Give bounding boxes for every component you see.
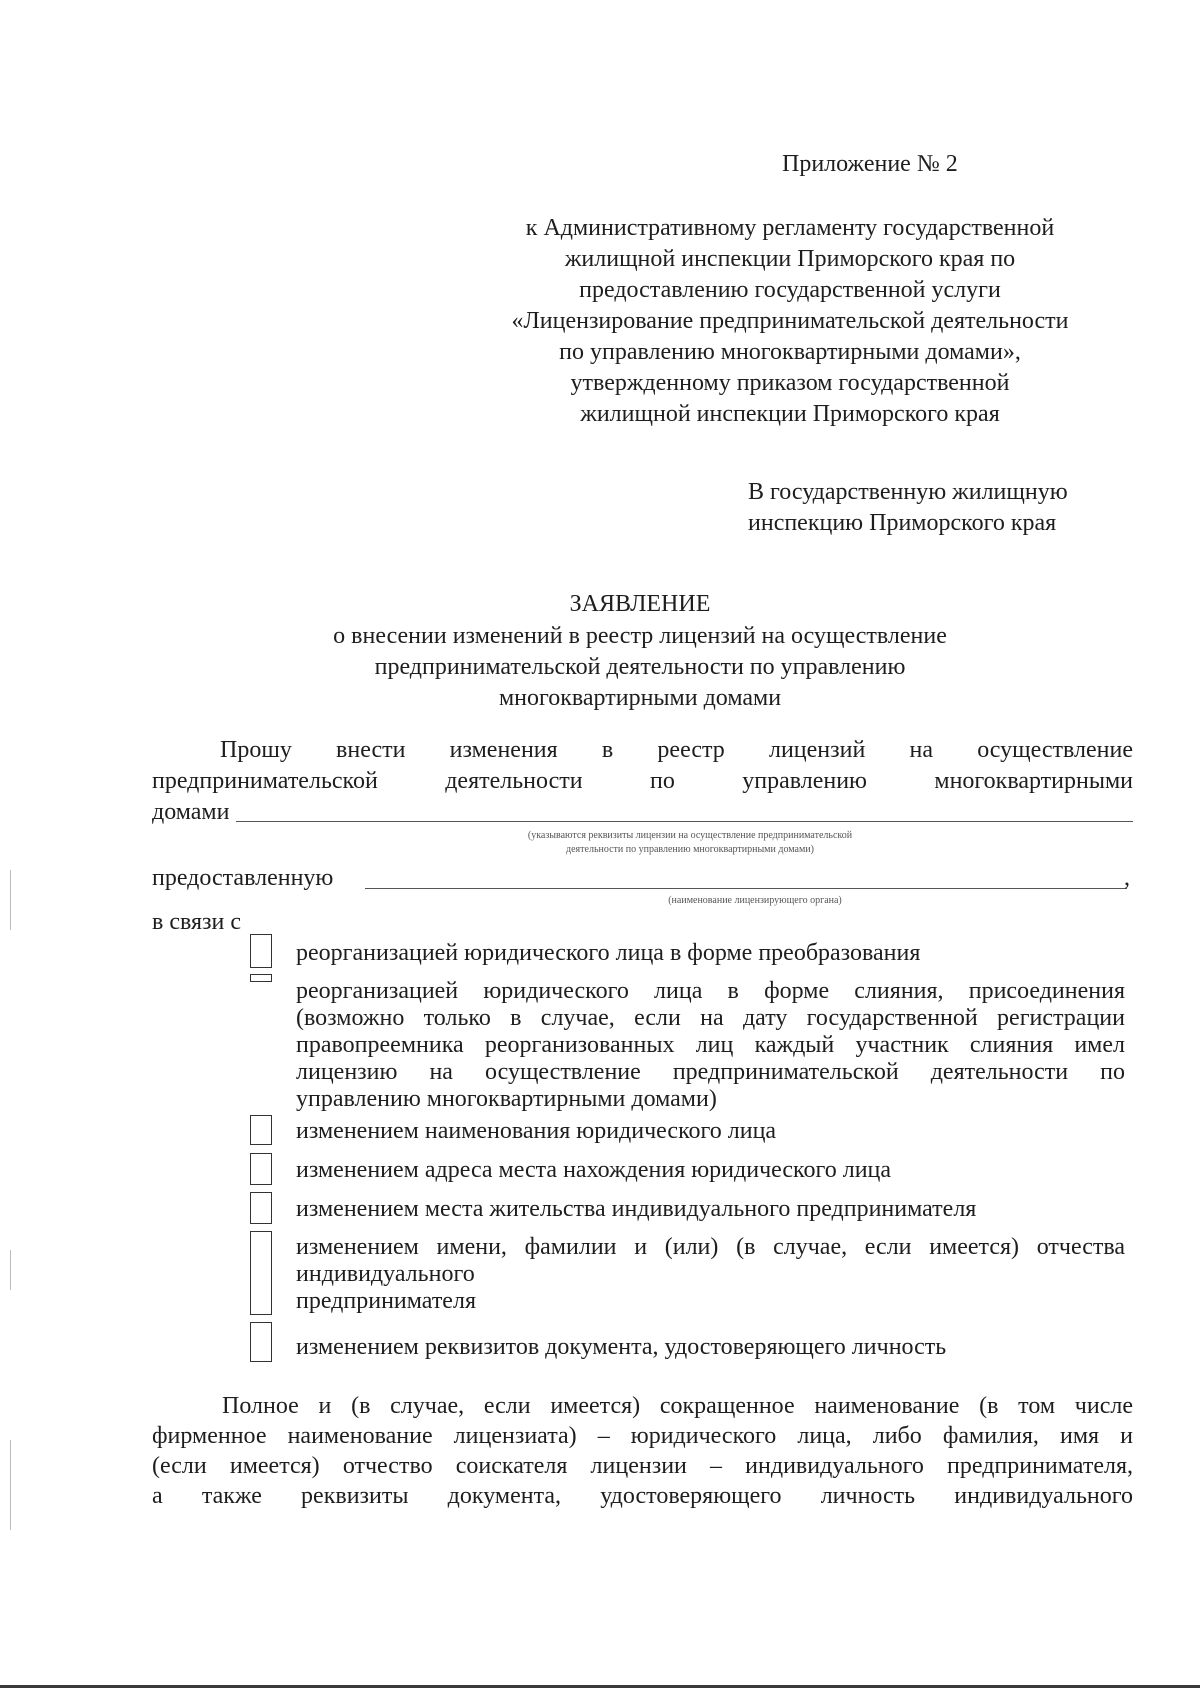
licensing-body-note: (наименование лицензирующего органа) [668, 895, 842, 906]
option-4-line-1: изменением адреса места нахождения юридического лица [296, 1157, 892, 1183]
option-2-line-5: управлению многоквартирными домами) [296, 1086, 717, 1112]
appendix-line-3: предоставлению государственной услуги [579, 277, 1001, 303]
option-6-checkbox[interactable] [250, 1231, 272, 1315]
option-2-checkbox[interactable] [250, 974, 272, 982]
appendix-line-1: к Административному регламенту государственной [525, 215, 1055, 241]
request-line-2: предпринимательской деятельности по управлению многоквартирными [152, 768, 1133, 794]
provided-label: предоставленную [152, 865, 334, 891]
option-2-line-4: лицензию на осуществление предпринимательской деятельности по [296, 1059, 1125, 1085]
scan-margin-mark [10, 1250, 11, 1290]
statement-subtitle-1: о внесении изменений в реестр лицензий на осуществление [333, 623, 947, 649]
option-2-line-2: (возможно только в случае, если на дату государственной регистрации [296, 1005, 1125, 1031]
option-2-line-3: правопреемника реорганизованных лиц каждый участник слияния имел [296, 1032, 1125, 1058]
appendix-line-6: утвержденному приказом государственной [570, 370, 1010, 396]
option-7-checkbox[interactable] [250, 1322, 272, 1362]
addressee-line-1: В государственную жилищную [748, 479, 1068, 505]
paragraph-line-2: фирменное наименование лицензиата) – юридического лица, либо фамилия, имя и [152, 1423, 1133, 1449]
provided-end: , [1124, 865, 1130, 891]
statement-title: ЗАЯВЛЕНИЕ [569, 591, 711, 617]
option-7-line-1: изменением реквизитов документа, удостоверяющего личность [296, 1334, 947, 1360]
licensing-body-underline [365, 888, 1127, 889]
option-4-checkbox[interactable] [250, 1153, 272, 1185]
license-details-note-1: (указываются реквизиты лицензии на осуществление предпринимательской [527, 830, 853, 841]
addressee-line-2: инспекцию Приморского края [748, 510, 1057, 536]
option-1-line-1: реорганизацией юридического лица в форме преобразования [296, 940, 921, 966]
due-to-label: в связи с [152, 909, 242, 935]
option-6-line-3: предпринимателя [296, 1288, 476, 1314]
appendix-line-7: жилищной инспекции Приморского края [580, 401, 1000, 427]
option-5-checkbox[interactable] [250, 1192, 272, 1224]
appendix-line-5: по управлению многоквартирными домами», [559, 339, 1021, 365]
option-2-line-1: реорганизацией юридического лица в форме слияния, присоединения [296, 978, 1125, 1004]
option-3-line-1: изменением наименования юридического лица [296, 1118, 777, 1144]
statement-subtitle-3: многоквартирными домами [498, 685, 782, 711]
paragraph-line-3: (если имеется) отчество соискателя лицензии – индивидуального предпринимателя, [152, 1453, 1133, 1479]
appendix-line-2: жилищной инспекции Приморского края по [564, 246, 1016, 272]
paragraph-line-1: Полное и (в случае, если имеется) сокращенное наименование (в том числе [222, 1393, 1133, 1419]
scan-margin-mark [10, 1440, 11, 1530]
option-1-checkbox[interactable] [250, 934, 272, 968]
appendix-title: Приложение № 2 [782, 151, 958, 177]
license-details-underline [236, 821, 1133, 822]
option-5-line-1: изменением места жительства индивидуального предпринимателя [296, 1196, 977, 1222]
option-6-line-1: изменением имени, фамилии и (или) (в случае, если имеется) отчества [296, 1234, 1125, 1260]
option-3-checkbox[interactable] [250, 1115, 272, 1145]
appendix-line-4: «Лицензирование предпринимательской деятельности [511, 308, 1069, 334]
request-line-1: Прошу внести изменения в реестр лицензий на осуществление [220, 737, 1133, 763]
statement-subtitle-2: предпринимательской деятельности по управлению [374, 654, 906, 680]
request-line-3: домами [152, 799, 230, 825]
license-details-note-2: деятельности по управлению многоквартирными домами) [566, 844, 814, 855]
paragraph-line-4: а также реквизиты документа, удостоверяющего личность индивидуального [152, 1483, 1133, 1509]
option-6-line-2: индивидуального [296, 1261, 475, 1287]
scan-bottom-edge [0, 1685, 1200, 1688]
scan-margin-mark [10, 870, 11, 930]
